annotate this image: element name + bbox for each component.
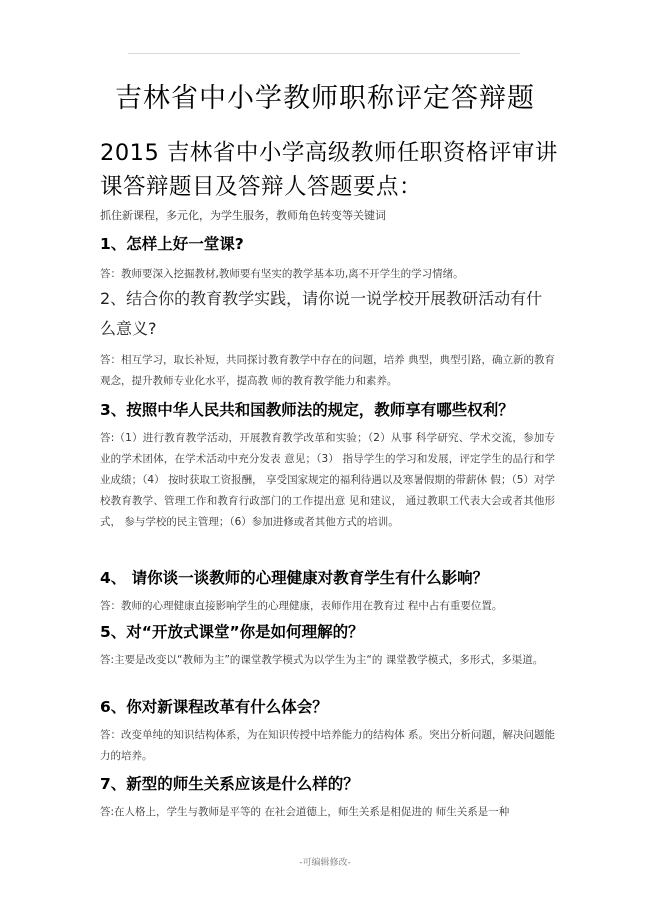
question-5: 5、对“开放式课堂”你是如何理解的？ [100,623,364,641]
page-footer: -可编辑修改- [299,858,351,868]
question-1: 1、怎样上好一堂课? [100,235,244,253]
answer-3: 答:（1）进行教育教学活动，开展教育教学改革和实验；（2）从事 科学研究、学术交流，参加专业的学术团体，在学术活动中充分发表 意见；（3） 指导学生的学习和发展，评定学生的品行和学业成绩；（4） 按时获取工资报酬， 享受国家规定的福利待遇以及寒暑假期的带薪休 假；（5）对学校教育教学、管理工作和教育行政部门的工作提出意 见和建议， 通过教职工代表大会或者其他形式， 参与学校的民主管理；（6）参加进修或者其他方式的培训。 [100,432,555,528]
answer-7: 答:在人格上，学生与教师是平等的 在社会道德上，师生关系是相促进的 师生关系是一种 [100,806,510,818]
qa-item-6 [100,695,555,767]
keywords-line: 抓住新课程，多元化，为学生服务，教师角色转变等关键词 [100,209,386,222]
answer-6: 答：改变单纯的知识结构体系，为在知识传授中培养能力的结构体 系。突出分析问题，解决问题能力的培养。 [100,729,555,762]
qa-item-1 [100,232,555,285]
question-3: 3、按照中华人民共和国教师法的规定，教师享有哪些权利？ [100,401,514,419]
question-4: 4、 请你谈一谈教师的心理健康对教育学生有什么影响？ [100,569,489,587]
qa-item-3 [100,398,555,533]
header-rule [128,53,520,54]
document-title: 吉林省中小学教师职称评定答辩题 [115,83,535,114]
question-7: 7、新型的师生关系应该是什么样的？ [100,775,359,793]
qa-item-7 [100,772,555,823]
document-subtitle: 2015 吉林省中小学高级教师任职资格评审讲课答辩题目及答辩人答题要点： [100,140,558,200]
question-2: 2、结合你的教育教学实践，请你说一说学校开展教研活动有什么意义? [100,289,543,338]
question-6: 6、你对新课程改革有什么体会？ [100,698,328,716]
answer-2: 答：相互学习，取长补短，共同探讨教育教学中存在的问题，培养 典型，典型引路，确立新的教育观念，提升教师专业化水平，提高教 师的教育教学能力和素养。 [100,354,555,387]
answer-1: 答：教师要深入挖掘教材,教师要有坚实的教学基本功,离不开学生的学习情绪。 [100,268,464,280]
qa-item-2 [100,284,555,392]
qa-item-4 [100,566,555,617]
qa-item-5 [100,620,555,671]
answer-4: 答：教师的心理健康直接影响学生的心理健康，表师作用在教育过 程中占有重要位置。 [100,600,503,612]
answer-5: 答:主要是改变以“教师为主”的课堂教学模式为以学生为主“的 课堂教学模式，多形式，多渠道。 [100,654,544,666]
